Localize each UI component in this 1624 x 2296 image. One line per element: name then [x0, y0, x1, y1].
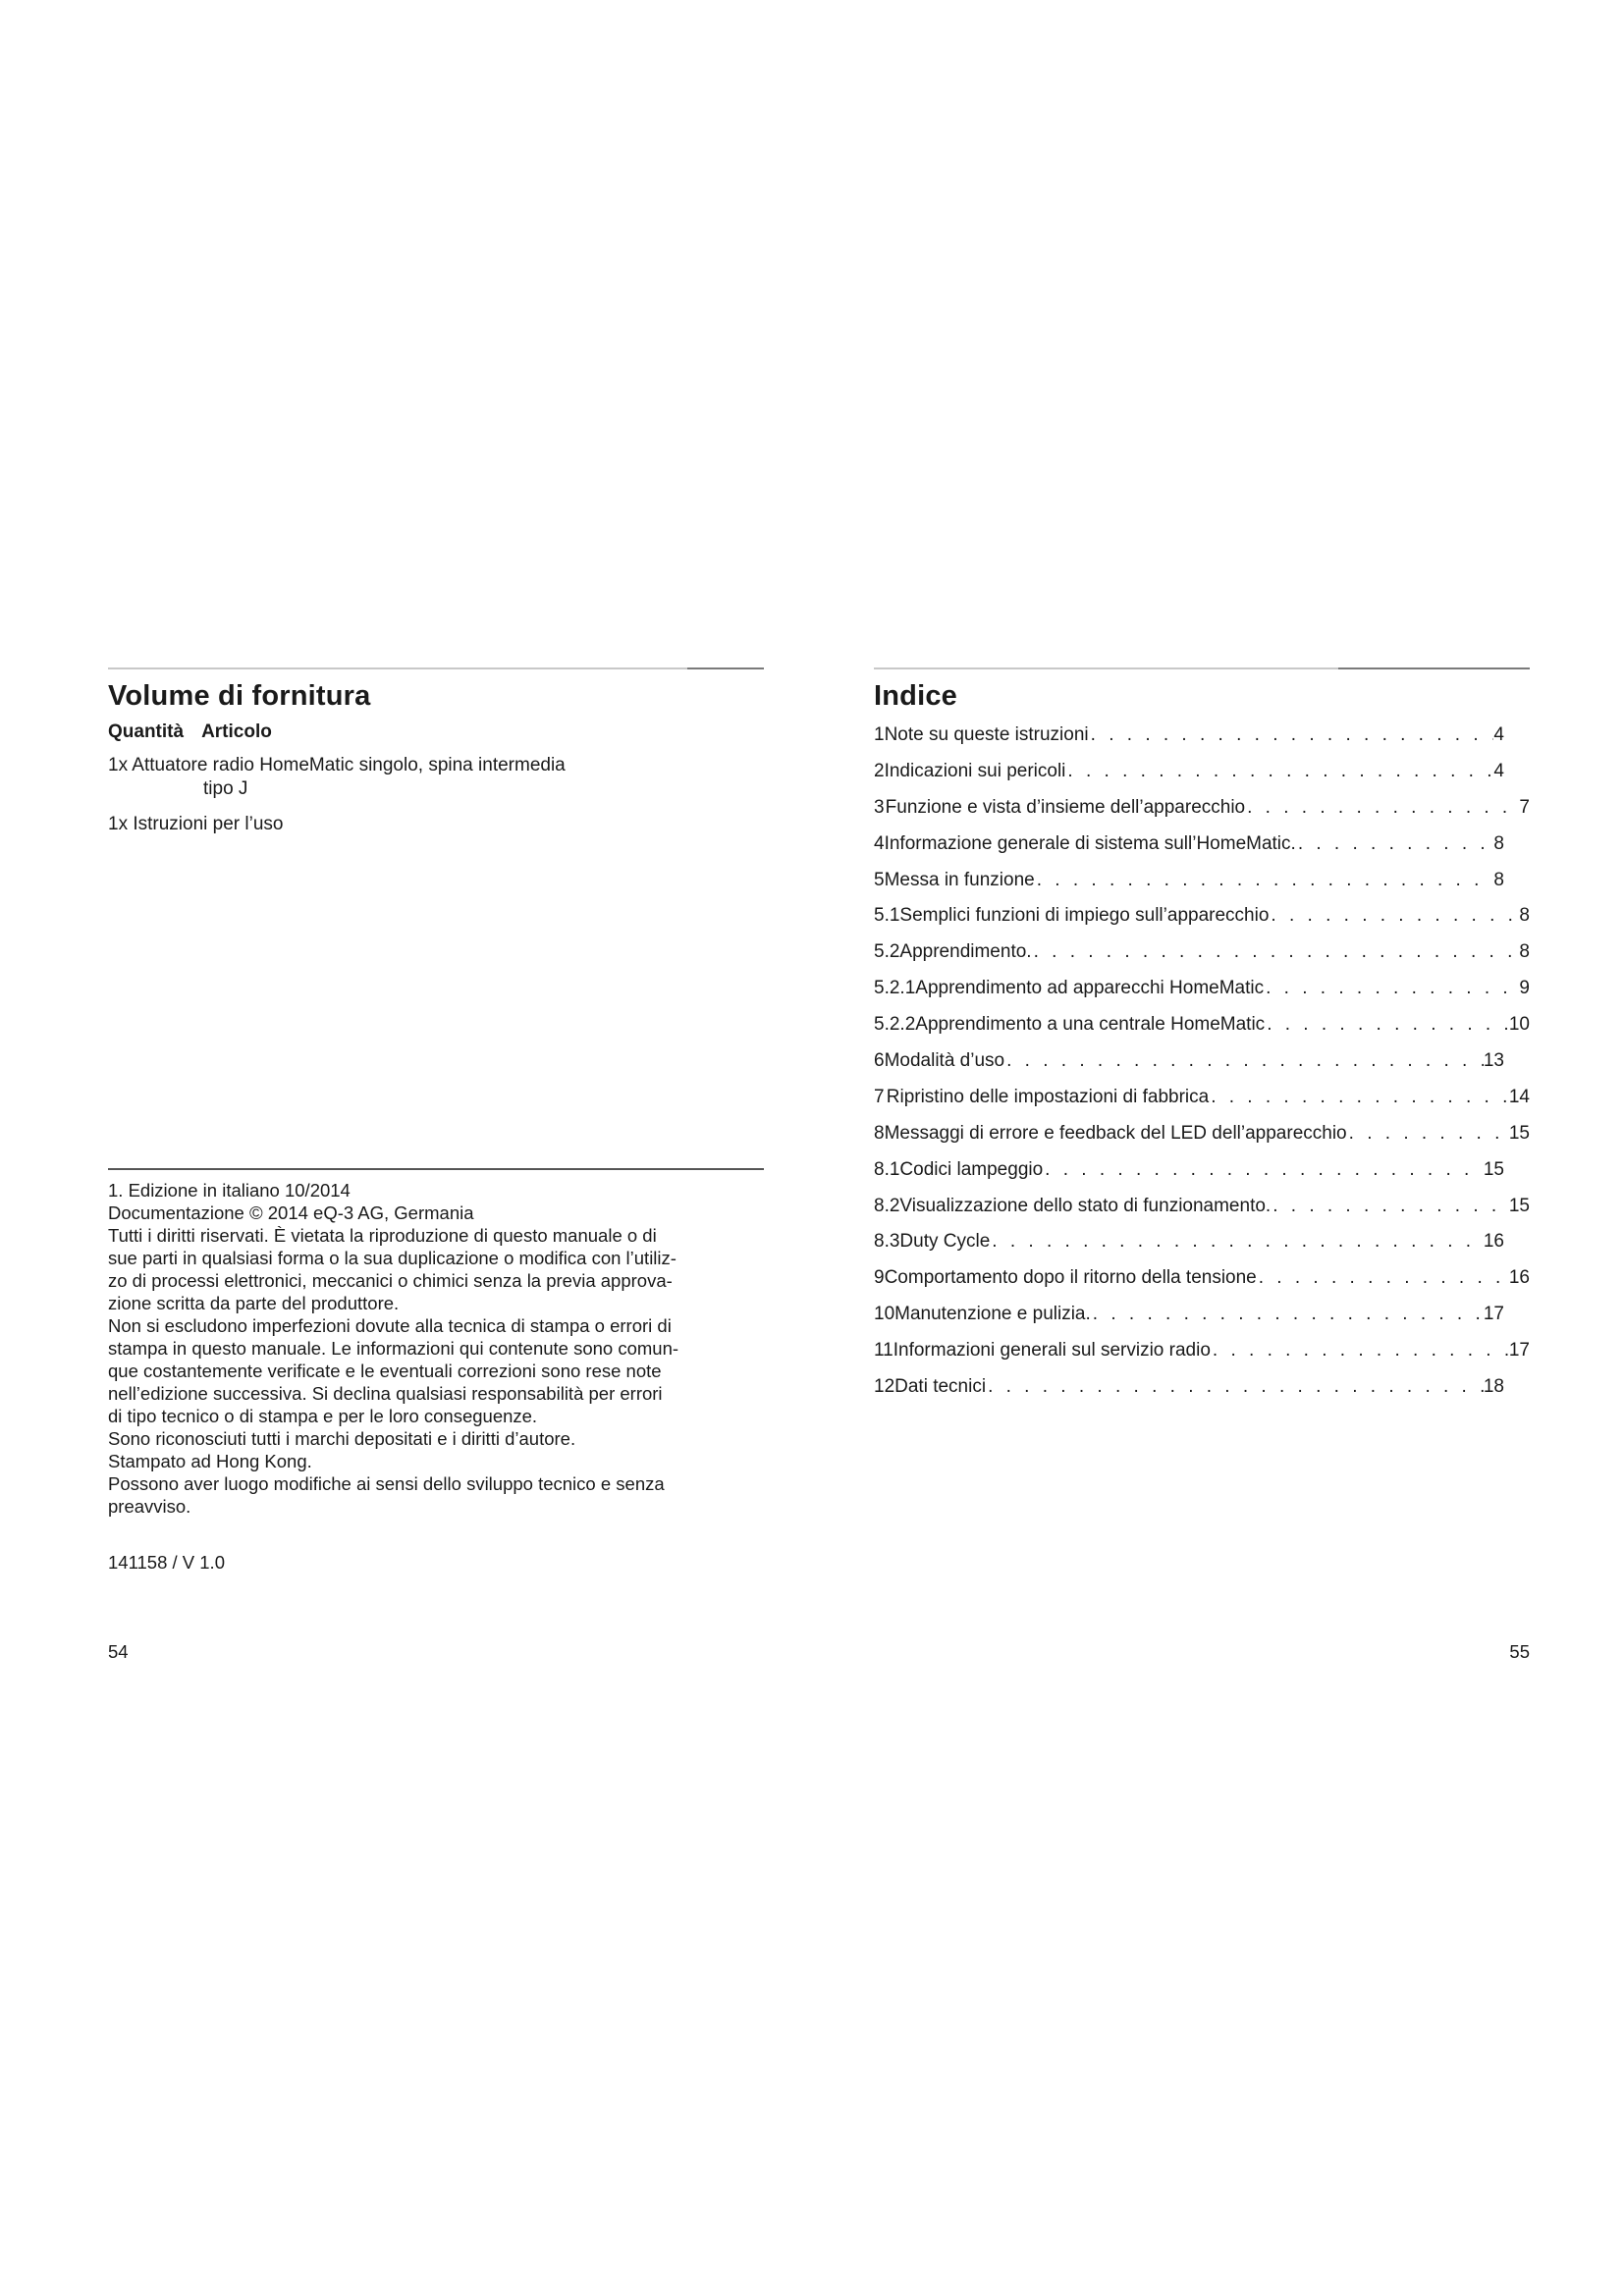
legal-line: preavviso. [108, 1496, 191, 1517]
toc-number: 5 [874, 869, 885, 890]
toc-title: Messaggi di errore e feedback del LED dell’apparecchio [884, 1122, 1347, 1144]
toc-leader-dots [1004, 1050, 1484, 1072]
toc-number: 1 [874, 724, 885, 745]
toc-title: Modalità d’uso [884, 1050, 1005, 1072]
toc-page-number: 14 [1508, 1086, 1530, 1107]
toc-number: 5.2 [874, 941, 900, 963]
toc-leader-dots [1032, 941, 1520, 963]
supply-item [108, 813, 658, 836]
toc-leader-dots [1091, 1304, 1484, 1325]
toc-title: Visualizzazione dello stato di funzionamento. [899, 1195, 1272, 1216]
legal-notice [108, 1179, 764, 1518]
toc-title: Manutenzione e pulizia. [894, 1304, 1091, 1325]
toc-page-number: 4 [1493, 724, 1504, 745]
toc-entry[interactable] [874, 1231, 1530, 1267]
toc-number: 12 [874, 1376, 895, 1398]
toc-entry[interactable] [874, 870, 1530, 906]
toc-leader-dots [1043, 1159, 1484, 1181]
toc-leader-dots [1035, 870, 1494, 891]
toc-page-number: 8 [1493, 869, 1504, 890]
toc-leader-dots [1271, 1196, 1509, 1217]
toc-leader-dots [1211, 1340, 1509, 1362]
toc-leader-dots [1065, 761, 1493, 782]
toc-page-number: 16 [1508, 1267, 1530, 1289]
toc-entry[interactable] [874, 1340, 1530, 1376]
supply-item-text: 1x Istruzioni per l’uso [108, 814, 284, 834]
toc-page-number: 15 [1508, 1122, 1530, 1144]
toc-number: 11 [874, 1340, 893, 1362]
toc-page-number: 8 [1493, 832, 1504, 854]
supply-list [108, 754, 658, 848]
toc-leader-dots [1265, 1014, 1509, 1036]
legal-line: di tipo tecnico o di stampa e per le loro conseguenze. [108, 1406, 538, 1426]
toc-title: Dati tecnici [894, 1376, 987, 1398]
toc-title: Informazione generale di sistema sull’HomeMatic. [884, 832, 1296, 854]
toc-leader-dots [990, 1231, 1484, 1253]
legal-line: Documentazione © 2014 eQ-3 AG, Germania [108, 1202, 474, 1223]
toc-title: Apprendimento ad apparecchi HomeMatic [915, 978, 1265, 999]
toc-title: Note su queste istruzioni [884, 724, 1089, 745]
toc-entry[interactable] [874, 1050, 1530, 1087]
toc-entry[interactable] [874, 1159, 1530, 1196]
toc-number: 8 [874, 1122, 885, 1144]
toc-number: 10 [874, 1304, 895, 1325]
toc-leader-dots [1347, 1123, 1509, 1145]
toc-leader-dots [1245, 797, 1519, 819]
toc-page-number: 13 [1483, 1050, 1504, 1072]
toc-number: 8.3 [874, 1231, 900, 1253]
toc-leader-dots [1269, 905, 1519, 927]
toc-number: 3 [874, 796, 885, 818]
toc-title: Duty Cycle [899, 1231, 991, 1253]
toc-title: Semplici funzioni di impiego sull’apparecchio [899, 905, 1270, 927]
legal-line: Stampato ad Hong Kong. [108, 1451, 312, 1471]
toc-entry[interactable] [874, 1267, 1530, 1304]
toc-title: Informazioni generali sul servizio radio [893, 1340, 1211, 1362]
toc-number: 7 [874, 1086, 885, 1107]
toc-page-number: 9 [1519, 978, 1530, 999]
toc-page-number: 16 [1483, 1231, 1504, 1253]
supply-column-headers [108, 721, 272, 743]
toc-entry[interactable] [874, 724, 1530, 761]
toc-title: Messa in funzione [884, 869, 1035, 890]
toc-title: Apprendimento a una centrale HomeMatic [915, 1014, 1266, 1036]
toc-title: Funzione e vista d’insieme dell’apparecchio [885, 796, 1246, 818]
legal-rule [108, 1168, 764, 1170]
legal-line: zo di processi elettronici, meccanici o chimici senza la previa approva- [108, 1270, 673, 1291]
toc-number: 2 [874, 760, 885, 781]
left-page [108, 0, 764, 2296]
supply-item [108, 754, 658, 801]
toc-number: 8.1 [874, 1158, 900, 1180]
quantity-header: Quantità [108, 721, 185, 742]
toc-entry[interactable] [874, 833, 1530, 870]
toc-page-number: 15 [1508, 1195, 1530, 1216]
toc-title: Indicazioni sui pericoli [884, 760, 1066, 781]
legal-line: sue parti in qualsiasi forma o la sua duplicazione o modifica con l’utiliz- [108, 1248, 677, 1268]
toc-leader-dots [986, 1376, 1484, 1398]
toc-page-number: 8 [1519, 941, 1530, 963]
legal-line: Non si escludono imperfezioni dovute alla tecnica di stampa o errori di [108, 1315, 672, 1336]
toc-number: 5.2.1 [874, 978, 916, 999]
toc-page-number: 10 [1508, 1014, 1530, 1036]
legal-line: Sono riconosciuti tutti i marchi depositati e i diritti d’autore. [108, 1428, 576, 1449]
toc-entry[interactable] [874, 797, 1530, 833]
legal-line: Tutti i diritti riservati. È vietata la riproduzione di questo manuale o di [108, 1225, 657, 1246]
supply-heading: Volume di fornitura [108, 680, 371, 712]
top-rule [108, 667, 764, 669]
legal-line: zione scritta da parte del produttore. [108, 1293, 400, 1313]
toc-entry[interactable] [874, 1376, 1530, 1413]
legal-line: 1. Edizione in italiano 10/2014 [108, 1180, 351, 1201]
document-code: 141158 / V 1.0 [108, 1552, 225, 1573]
index-heading: Indice [874, 680, 957, 712]
toc-entry[interactable] [874, 905, 1530, 941]
toc-page-number: 15 [1483, 1158, 1504, 1180]
legal-line: nell’edizione successiva. Si declina qualsiasi responsabilità per errori [108, 1383, 663, 1404]
toc-number: 5.2.2 [874, 1014, 916, 1036]
table-of-contents [874, 724, 1530, 1413]
top-rule [874, 667, 1530, 669]
toc-entry[interactable] [874, 1087, 1530, 1123]
toc-number: 4 [874, 832, 885, 854]
toc-page-number: 7 [1519, 796, 1530, 818]
page-number-left: 54 [108, 1641, 129, 1662]
toc-entry[interactable] [874, 761, 1530, 797]
toc-title: Ripristino delle impostazioni di fabbrica [886, 1086, 1210, 1107]
toc-leader-dots [1264, 978, 1519, 999]
toc-number: 5.1 [874, 905, 900, 927]
toc-entry[interactable] [874, 1014, 1530, 1050]
toc-page-number: 8 [1519, 905, 1530, 927]
toc-number: 6 [874, 1050, 885, 1072]
toc-leader-dots [1296, 833, 1494, 855]
toc-title: Apprendimento. [899, 941, 1032, 963]
toc-entry[interactable] [874, 1123, 1530, 1159]
toc-number: 9 [874, 1267, 885, 1289]
toc-leader-dots [1257, 1267, 1509, 1289]
legal-line: stampa in questo manuale. Le informazioni qui contenute sono comun- [108, 1338, 679, 1359]
article-header: Articolo [201, 721, 272, 742]
toc-leader-dots [1209, 1087, 1509, 1108]
supply-item-text-cont: tipo J [203, 778, 248, 799]
right-page [874, 0, 1530, 2296]
toc-leader-dots [1089, 724, 1494, 746]
toc-entry[interactable] [874, 1196, 1530, 1232]
toc-number: 8.2 [874, 1195, 900, 1216]
toc-page-number: 4 [1493, 760, 1504, 781]
legal-line: Possono aver luogo modifiche ai sensi dello sviluppo tecnico e senza [108, 1473, 665, 1494]
toc-page-number: 17 [1483, 1304, 1504, 1325]
toc-entry[interactable] [874, 941, 1530, 978]
toc-entry[interactable] [874, 1304, 1530, 1340]
supply-item-text: 1x Attuatore radio HomeMatic singolo, spina intermedia [108, 755, 566, 775]
legal-line: que costantemente verificate e le eventuali correzioni sono rese note [108, 1361, 662, 1381]
toc-page-number: 18 [1483, 1376, 1504, 1398]
toc-page-number: 17 [1508, 1340, 1530, 1362]
toc-title: Comportamento dopo il ritorno della tensione [884, 1267, 1257, 1289]
page-number-right: 55 [1509, 1641, 1530, 1662]
toc-entry[interactable] [874, 978, 1530, 1014]
toc-title: Codici lampeggio [899, 1158, 1044, 1180]
